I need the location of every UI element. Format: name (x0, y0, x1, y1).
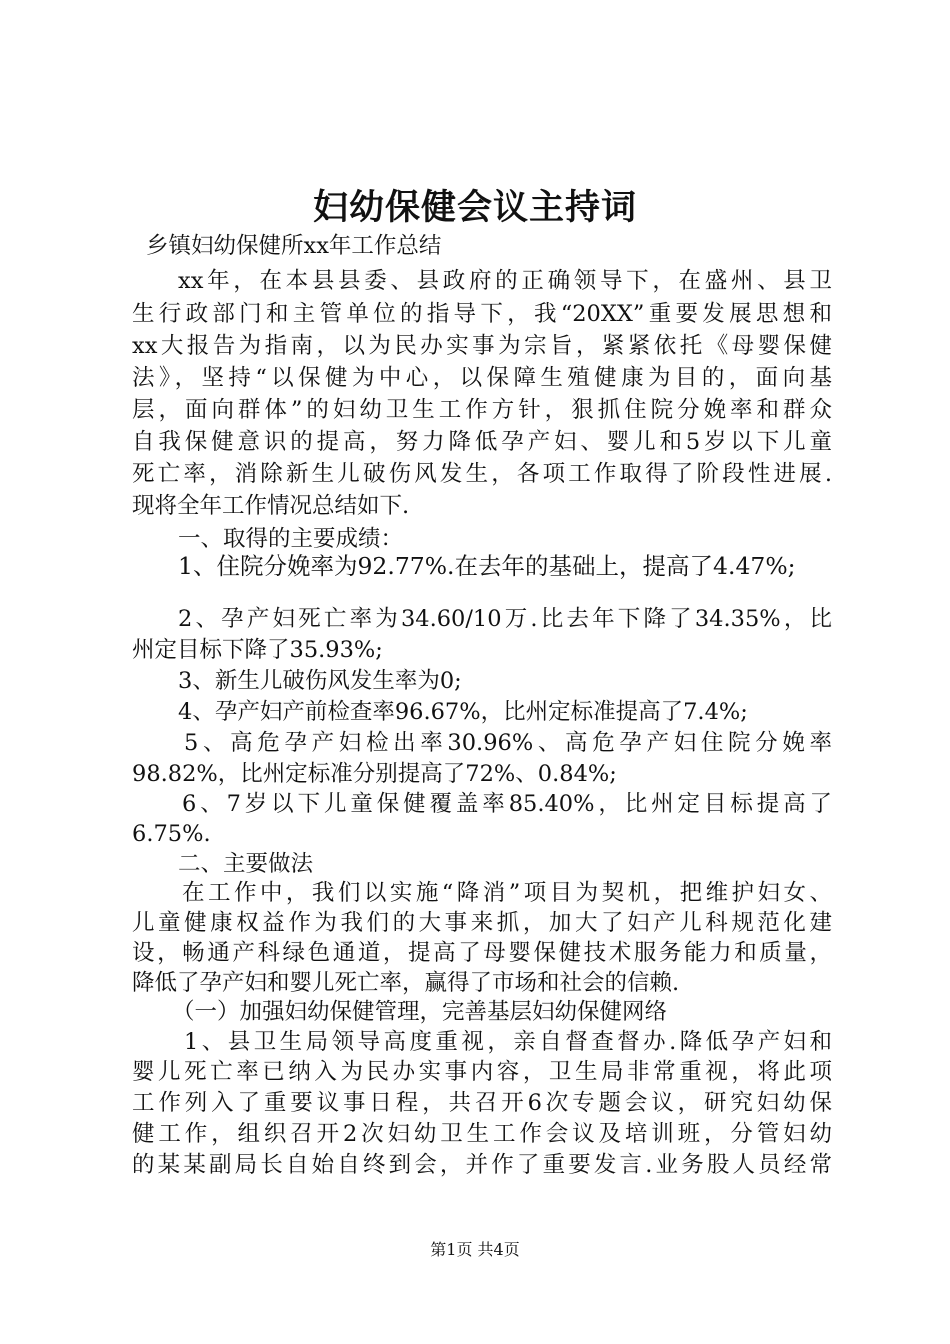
paragraph-line: 死亡率，消除新生儿破伤风发生，各项工作取得了阶段性进展. (132, 461, 832, 487)
achievement-item: 1、住院分娩率为92.77%.在去年的基础上，提高了4.47%; (178, 552, 796, 580)
document-title: 妇幼保健会议主持词 (312, 187, 637, 228)
paragraph-line: xx年，在本县县委、县政府的正确领导下，在盛州、县卫 (178, 268, 832, 294)
achievement-item: 6.75%. (132, 821, 211, 847)
paragraph-line: 生行政部门和主管单位的指导下，我“20XX”重要发展思想和 (132, 301, 832, 327)
achievement-item: 98.82%，比州定标准分别提高了72%、0.84%; (132, 761, 617, 787)
section-heading: 二、主要做法 (178, 851, 314, 877)
achievement-item: 6、7岁以下儿童保健覆盖率85.40%，比州定目标提高了 (182, 791, 832, 817)
page-number-footer: 第1页 共4页 (430, 1240, 520, 1259)
subsection-heading: （一）加强妇幼保健管理，完善基层妇幼保健网络 (172, 999, 668, 1025)
paragraph-line: 在工作中，我们以实施“降消”项目为契机，把维护妇女、 (182, 880, 832, 906)
achievement-item: 3、新生儿破伤风发生率为0; (178, 668, 462, 694)
paragraph-line: 婴儿死亡率已纳入为民办实事内容，卫生局非常重视，将此项 (132, 1059, 832, 1085)
paragraph-line: 1、县卫生局领导高度重视，亲自督查督办.降低孕产妇和 (184, 1029, 832, 1055)
achievement-item: 州定目标下降了35.93%; (132, 637, 383, 663)
paragraph-line: 法》，坚持“以保健为中心，以保障生殖健康为目的，面向基 (132, 365, 832, 391)
subtitle-line: 乡镇妇幼保健所xx年工作总结 (146, 233, 442, 259)
paragraph-line: 工作列入了重要议事日程，共召开6次专题会议，研究妇幼保 (132, 1090, 832, 1116)
achievement-item: 4、孕产妇产前检查率96.67%，比州定标准提高了7.4%; (178, 699, 748, 725)
paragraph-line: 自我保健意识的提高，努力降低孕产妇、婴儿和5岁以下儿童 (132, 429, 832, 455)
paragraph-line: 的某某副局长自始自终到会，并作了重要发言.业务股人员经常 (132, 1152, 832, 1178)
achievement-item: 5、高危孕产妇检出率30.96%、高危孕产妇住院分娩率 (184, 730, 832, 756)
paragraph-line: 儿童健康权益作为我们的大事来抓，加大了妇产儿科规范化建 (132, 910, 832, 936)
section-heading: 一、取得的主要成绩： (178, 526, 404, 552)
paragraph-line: 健工作，组织召开2次妇幼卫生工作会议及培训班，分管妇幼 (132, 1121, 832, 1147)
paragraph-line: xx大报告为指南，以为民办实事为宗旨，紧紧依托《母婴保健 (132, 333, 832, 359)
paragraph-line: 设，畅通产科绿色通道，提高了母婴保健技术服务能力和质量， (132, 940, 832, 966)
paragraph-line: 现将全年工作情况总结如下. (132, 493, 410, 519)
achievement-item: 2、孕产妇死亡率为34.60/10万.比去年下降了34.35%，比 (178, 606, 832, 632)
paragraph-line: 降低了孕产妇和婴儿死亡率，赢得了市场和社会的信赖. (132, 970, 680, 996)
paragraph-line: 层，面向群体”的妇幼卫生工作方针，狠抓住院分娩率和群众 (132, 397, 832, 423)
